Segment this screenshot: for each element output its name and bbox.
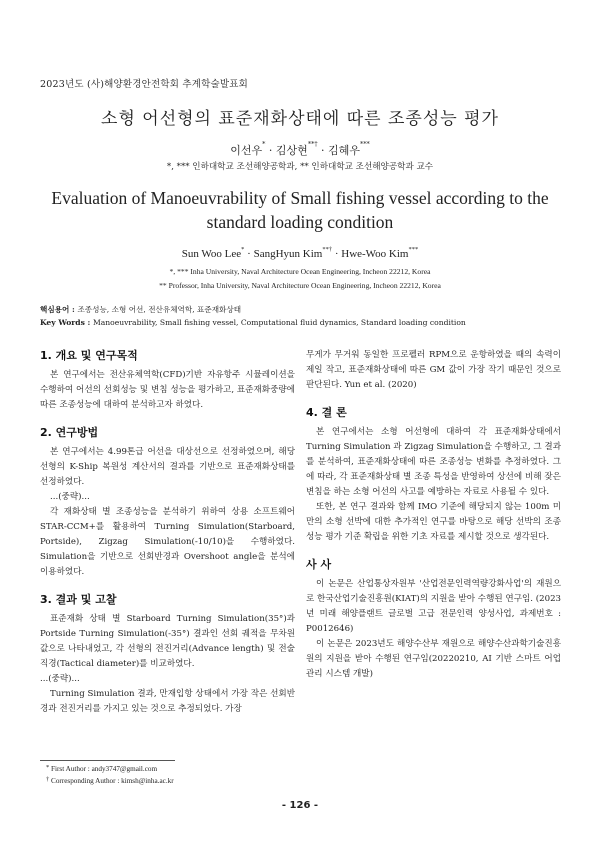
author-2-en: SangHyun Kim xyxy=(253,248,323,260)
author-separator: · xyxy=(332,248,342,260)
acknowledgement-paragraph-2: 이 논문은 2023년도 해양수산부 재원으로 해양수산과학기술진흥원의 지원을 받아 수행된 연구임(20220210, AI 기반 스마트 어업관리 시스템 개발) xyxy=(306,639,561,679)
section-3-heading: 3. 결과 및 고찰 xyxy=(40,593,117,606)
section-3-paragraph-2: Turning Simulation 결과, 만재입항 상태에서 가장 작은 선회반경과 전진거리를 가지고 있는 것으로 추정되었다. 가장 xyxy=(40,689,295,714)
section-4-paragraph-1: 본 연구에서는 소형 어선형에 대하여 각 표준재화상태에서 Turning Simulation 과 Zigzag Simulation을 수행하고, 그 결과를 분석하여, 표준재화상태에 따른 조종성능 변화를 추정하였다. 그에 따라, 각 표준재화상태 별 조종 특성을 반영하여 상선에 비해 잦은 변침을 하는 소형 어선의 사고를 예방하는 자료로 사용될 수 있다. xyxy=(306,427,561,497)
author-3-en: Hwe-Woo Kim xyxy=(341,248,409,260)
keywords-korean xyxy=(40,304,241,315)
author-1-en-mark: * xyxy=(241,246,245,253)
section-3-continuation: 무게가 무거워 동일한 프로펠러 RPM으로 운항하였을 때의 속력이 제일 작고, 표준재화상태에 따른 GM 값이 가장 작기 때문인 것으로 판단된다. Yun et al. (2020) xyxy=(306,350,561,390)
footnote-corr-text: Corresponding Author : kimsh@inha.ac.kr xyxy=(51,777,174,785)
keywords-ko-text: 조종성능, 소형 어선, 전산유체역학, 표준재화상태 xyxy=(77,305,242,314)
korean-authors xyxy=(0,142,600,158)
author-separator: · xyxy=(265,144,276,157)
author-3-en-mark: *** xyxy=(408,246,419,253)
korean-affiliation: *, *** 인하대학교 조선해양공학과, ** 인하대학교 조선해양공학과 교수 xyxy=(166,162,434,172)
keywords-english xyxy=(40,318,466,327)
section-2-paragraph-1: 본 연구에서는 4.99톤급 어선을 대상선으로 선정하였으며, 해당 선형의 K-Ship 복원성 계산서의 결과를 기반으로 표준재화상태를 선정하였다. xyxy=(40,447,295,487)
acknowledgement-heading: 사 사 xyxy=(306,558,332,571)
footnote-first-author xyxy=(46,764,157,775)
author-1-en: Sun Woo Lee xyxy=(181,248,242,260)
conference-header: 2023년도 (사)해양환경안전학회 추계학술발표회 xyxy=(40,79,249,90)
footnote-divider xyxy=(40,760,175,761)
section-1-heading: 1. 개요 및 연구목적 xyxy=(40,349,138,362)
english-affiliation-2: ** Professor, Inha University, Naval Architecture Ocean Engineering, Incheon 22212, Korea xyxy=(159,281,441,290)
right-column xyxy=(306,348,561,682)
section-4-paragraph-2: 또한, 본 연구 결과와 함께 IMO 기준에 해당되지 않는 100m 미만의 소형 선박에 대한 추가적인 연구를 바탕으로 해당 선박의 조종성능 평가 기준 확립을 위한 기초 자료를 제시할 것으로 생각된다. xyxy=(306,502,561,542)
keywords-en-text: Manoeuvrability, Small fishing vessel, Computational fluid dynamics, Standard loading condition xyxy=(92,318,466,327)
footnote-first-mark: * xyxy=(46,764,50,771)
footnote-corresponding-author xyxy=(46,776,174,787)
section-3-omission: ...(중략)... xyxy=(40,674,80,684)
section-3-paragraph-1: 표준재화 상태 별 Starboard Turning Simulation(35°)과 Portside Turning Simulation(-35°) 결과인 선회 궤적을 무차원 값으로 나타내었고, 각 선형의 전진거리(Advance length) 및 전술직경(Tactical diameter)를 비교하였다. xyxy=(40,614,295,669)
acknowledgement-paragraph-1: 이 논문은 산업통상자원부 '산업전문인력역량강화사업'의 재원으로 한국산업기술진흥원(KIAT)의 지원을 받아 수행된 연구임. (2023년 미래 해양플랜트 글로벌 고급 전문인력 양성사업, 과제번호 : P0012646) xyxy=(306,579,561,634)
author-separator: · xyxy=(317,144,329,157)
section-2-heading: 2. 연구방법 xyxy=(40,426,99,439)
left-column xyxy=(40,348,295,717)
section-2-paragraph-2: 각 재화상태 별 조종성능을 분석하기 위하여 상용 소프트웨어 STAR-CCM+를 활용하여 Turning Simulation(Starboard, Portside), Zigzag Simulation(-10/10)을 수행하였다. Simulation을 기반으로 선회반경과 Overshoot angle을 분석에 이용하였다. xyxy=(40,507,295,577)
english-affiliation-1: *, *** Inha University, Naval Architecture Ocean Engineering, Incheon 22212, Korea xyxy=(169,267,431,276)
korean-title: 소형 어선형의 표준재화상태에 따른 조종성능 평가 xyxy=(101,109,499,129)
author-2-en-mark: **† xyxy=(322,246,333,253)
author-separator: · xyxy=(244,248,254,260)
keywords-ko-label: 핵심용어 : xyxy=(40,305,78,314)
author-3-ko: 김혜우 xyxy=(328,144,360,157)
section-1-paragraph: 본 연구에서는 전산유체역학(CFD)기반 자유항주 시뮬레이션을 수행하여 어선의 선회성능 및 변침 성능을 평가하고, 표준재화중량에 따른 조종성능에 대하여 분석하고자 하였다. xyxy=(40,370,295,410)
english-title: Evaluation of Manoeuvrability of Small fishing vessel according to the standard loading condition xyxy=(51,188,549,232)
footnote-corr-mark: † xyxy=(46,776,50,783)
page-number: - 126 - xyxy=(281,800,319,811)
footnote-first-text: First Author : andy3747@gmail.com xyxy=(51,765,158,773)
section-2-omission: ...(중략)... xyxy=(50,492,90,502)
author-2-ko-mark: **† xyxy=(307,140,318,148)
english-authors xyxy=(0,248,600,260)
section-4-heading: 4. 결 론 xyxy=(306,406,347,419)
keywords-en-label: Key Words : xyxy=(40,318,93,327)
author-1-ko-mark: * xyxy=(262,140,266,148)
author-3-ko-mark: *** xyxy=(359,140,370,148)
author-2-ko: 김상현 xyxy=(275,144,308,157)
author-1-ko: 이선우 xyxy=(230,144,263,157)
